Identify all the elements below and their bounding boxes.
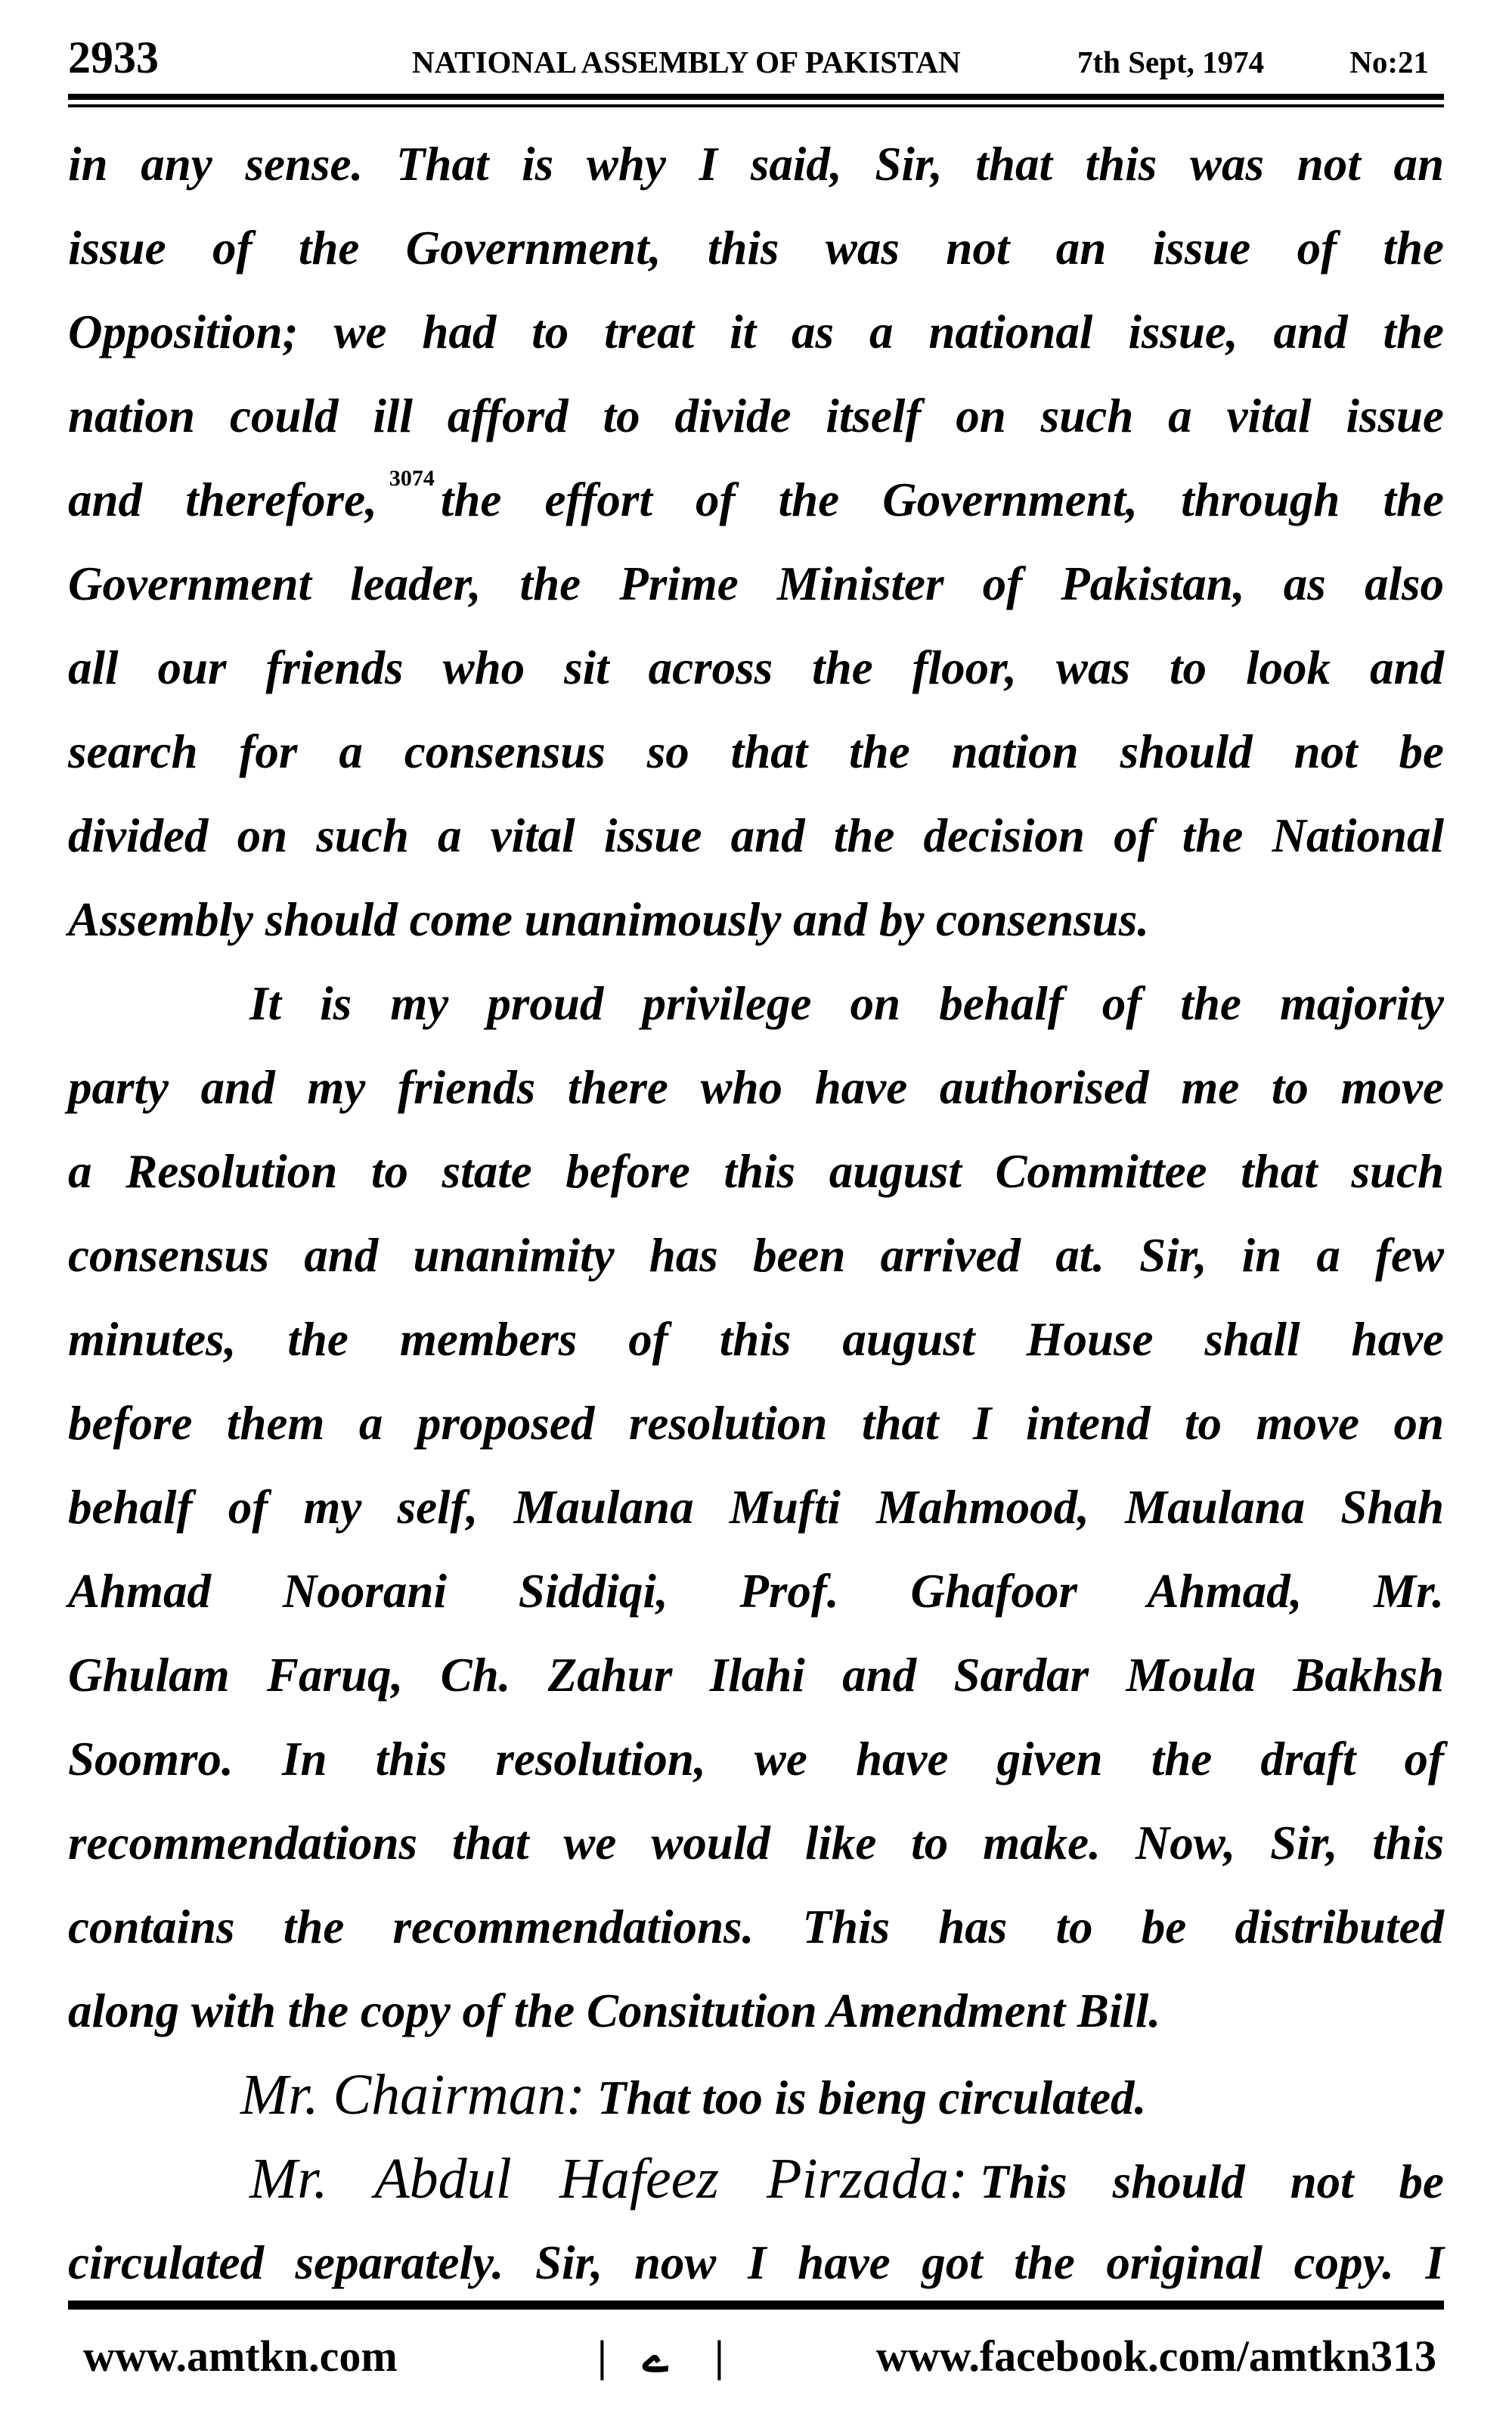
text-line: consensus and unanimity has been arrived at. Sir, in a few [68, 1229, 1444, 1282]
speaker-name: Mr. Abdul Hafeez Pirzada: [249, 2147, 968, 2211]
transcript-body [68, 123, 1444, 2305]
pirzada-speech [68, 2137, 1444, 2221]
session-date: 7th Sept, 1974 [1077, 45, 1265, 79]
text-line: search for a consensus so that the nation should not be [68, 725, 1444, 778]
text-line: issue of the Government, this was not an issue of the [68, 222, 1444, 275]
text-line: contains the recommendations. This has to be distributed [68, 1900, 1444, 1953]
paragraph-start-line: It is my proud privilege on behalf of the majority [249, 977, 1444, 1030]
speech-text: This should not be [980, 2155, 1444, 2208]
text-line: Ghulam Faruq, Ch. Zahur Ilahi and Sardar Moula Bakhsh [68, 1649, 1444, 1702]
text-line [68, 458, 1444, 542]
speaker-name: Mr. Chairman: [240, 2063, 586, 2127]
text-line: circulated separately. Sir, now I have got the original copy. I [68, 2236, 1444, 2289]
text-line: Ahmad Noorani Siddiqi, Prof. Ghafoor Ahmad, Mr. [68, 1565, 1444, 1618]
text-line: before them a proposed resolution that I intend to move on [68, 1397, 1444, 1450]
text-line: divided on such a vital issue and the decision of the National [68, 809, 1444, 862]
page-number: 2933 [68, 33, 159, 82]
text-line: party and my friends there who have authorised me to move [68, 1061, 1444, 1114]
header-rule-thin [68, 104, 1444, 107]
text-line: Assembly should come unanimously and by consensus. [68, 893, 1149, 946]
page-header [68, 26, 1444, 86]
footer-mark: ے [643, 2332, 668, 2381]
text-line: Opposition; we had to treat it as a national issue, and the [68, 306, 1444, 358]
facebook-link[interactable]: www.facebook.com/amtkn313 [875, 2332, 1436, 2381]
text-line: minutes, the members of this august House shall have [68, 1313, 1444, 1366]
website-link[interactable]: www.amtkn.com [83, 2332, 398, 2381]
footnote-reference: 3074 [389, 466, 435, 491]
text-line: along with the copy of the Consitution Amendment Bill. [68, 1984, 1161, 2037]
chairman-speech [68, 2053, 1444, 2137]
text-line: all our friends who sit across the floor, was to look and [68, 641, 1444, 694]
text-line: in any sense. That is why I said, Sir, that this was not an [68, 138, 1444, 191]
text-line: Government leader, the Prime Minister of Pakistan, as also [68, 557, 1444, 610]
text-segment: the effort of the Government, through the [440, 473, 1444, 526]
text-line: nation could ill afford to divide itself on such a vital issue [68, 389, 1444, 442]
text-line: Soomro. In this resolution, we have given the draft of [68, 1733, 1444, 1786]
speech-text: That too is bieng circulated. [597, 2071, 1147, 2124]
issue-number: No:21 [1349, 45, 1429, 79]
text-segment: and therefore, [68, 473, 377, 526]
text-line: a Resolution to state before this august Committee that such [68, 1145, 1444, 1198]
footer-separator: | [714, 2332, 724, 2381]
text-line: behalf of my self, Maulana Mufti Mahmood, Maulana Shah [68, 1481, 1444, 1534]
page-footer [68, 2320, 1444, 2396]
footer-rule [68, 2301, 1444, 2310]
footer-separator: | [597, 2332, 607, 2381]
text-line: recommendations that we would like to make. Now, Sir, this [68, 1817, 1444, 1869]
header-rule-thick [68, 94, 1444, 100]
publication-title: NATIONAL ASSEMBLY OF PAKISTAN [412, 45, 961, 79]
